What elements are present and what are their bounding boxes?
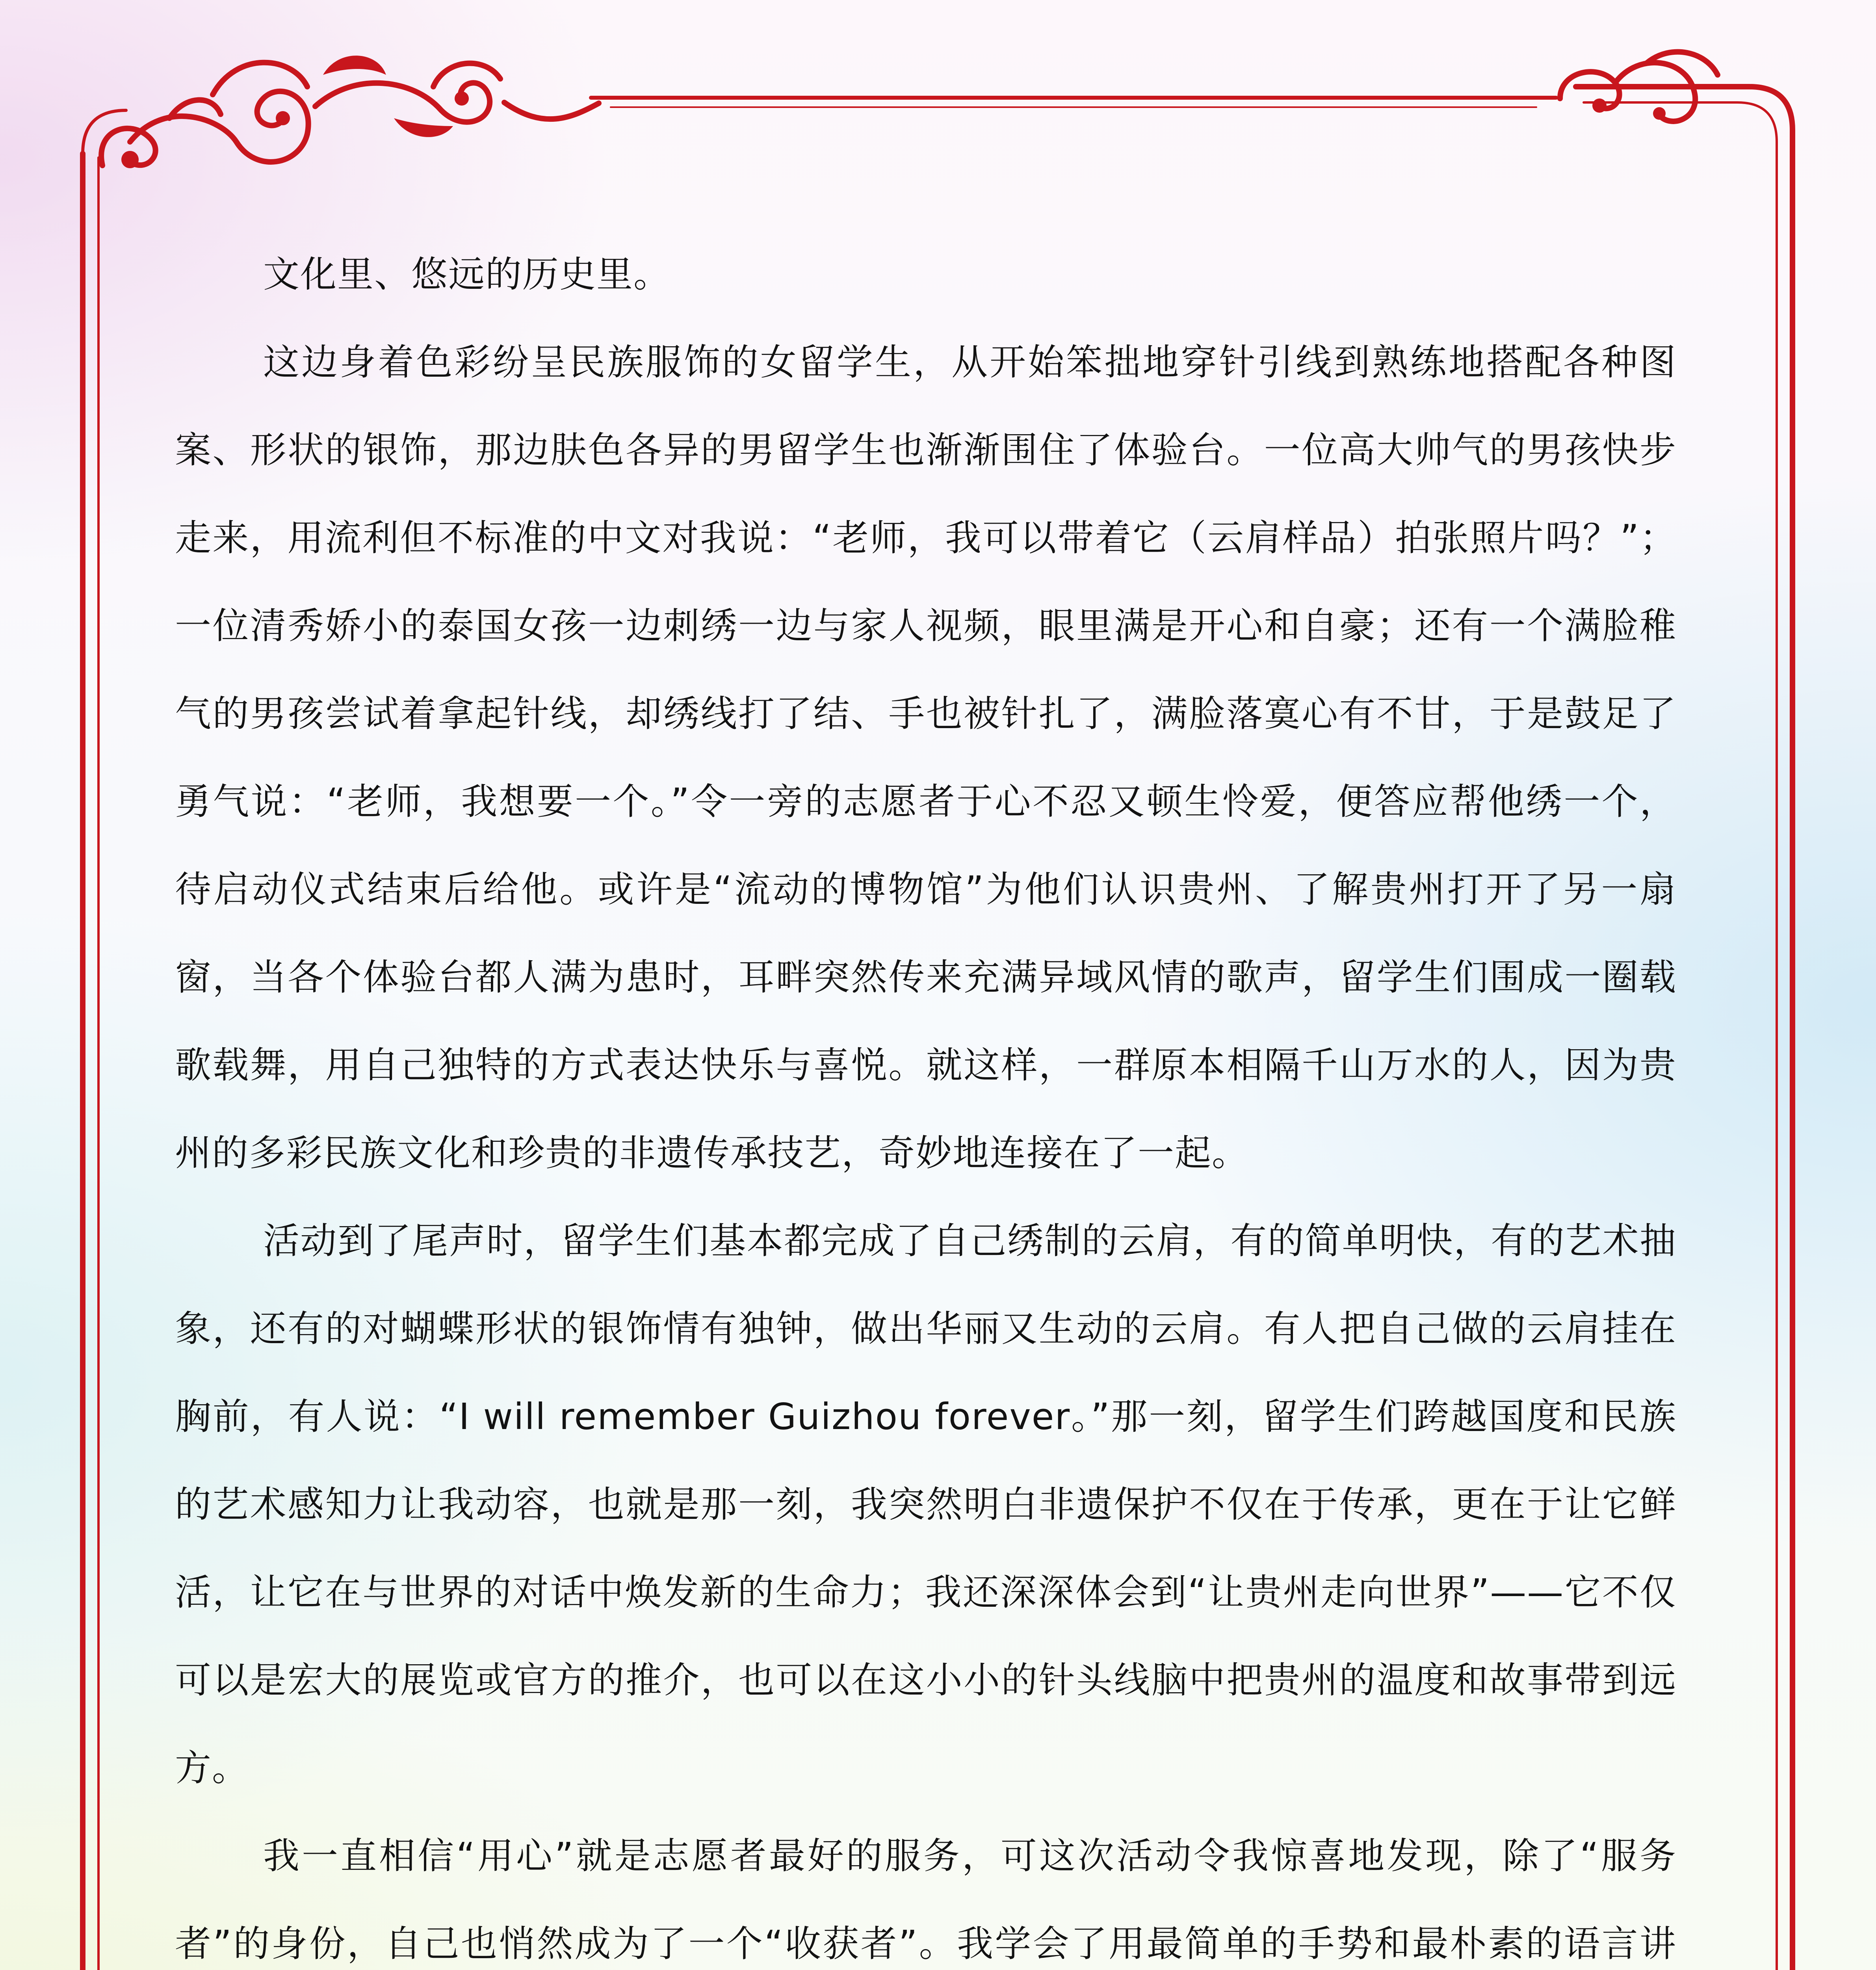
body-text [175, 230, 1677, 1970]
paragraph-3: 活动到了尾声时，留学生们基本都完成了自己绣制的云肩，有的简单明快，有的艺术抽象，还有的对蝴蝶形状的银饰情有独钟，做出华丽又生动的云肩。有人把自己做的云肩挂在胸前，有人说：“I will remember Guizhou forever。”那一刻，留学生们跨越国度和民族的艺术感知力让我动容，也就是那一刻，我突然明白非遗保护不仅在于传承，更在于让它鲜活，让它在与世界的对话中焕发新的生命力；我还深深体会到“让贵州走向世界”——它不仅可以是宏大的展览或官方的推介，也可以在这小小的针头线脑中把贵州的温度和故事带到远方。 [175, 1220, 1677, 1789]
flourish-top-left [101, 63, 599, 165]
paragraph-2: 这边身着色彩纷呈民族服饰的女留学生，从开始笨拙地穿针引线到熟练地搭配各种图案、形状的银饰，那边肤色各异的男留学生也渐渐围住了体验台。一位高大帅气的男孩快步走来，用流利但不标准的中文对我说：“老师，我可以带着它（云肩样品）拍张照片吗？”；一位清秀娇小的泰国女孩一边刺绣一边与家人视频，眼里满是开心和自豪；还有一个满脸稚气的男孩尝试着拿起针线，却绣线打了结、手也被针扎了，满脸落寞心有不甘，于是鼓足了勇气说：“老师，我想要一个。”令一旁的志愿者于心不忍又顿生怜爱，便答应帮他绣一个，待启动仪式结束后给他。或许是“流动的博物馆”为他们认识贵州、了解贵州打开了另一扇窗，当各个体验台都人满为患时，耳畔突然传来充满异域风情的歌声，留学生们围成一圈载歌载舞，用自己独特的方式表达快乐与喜悦。就这样，一群原本相隔千山万水的人，因为贵州的多彩民族文化和珍贵的非遗传承技艺，奇妙地连接在了一起。 [175, 341, 1677, 1174]
paragraph-1: 文化里、悠远的历史里。 [263, 253, 671, 296]
paragraph-4: 我一直相信“用心”就是志愿者最好的服务，可这次活动令我惊喜地发现，除了“服务者”的身份，自己也悄然成为了一个“收获者”。我学会了用最简单的手势和最朴素的语言讲 [175, 1835, 1677, 1965]
